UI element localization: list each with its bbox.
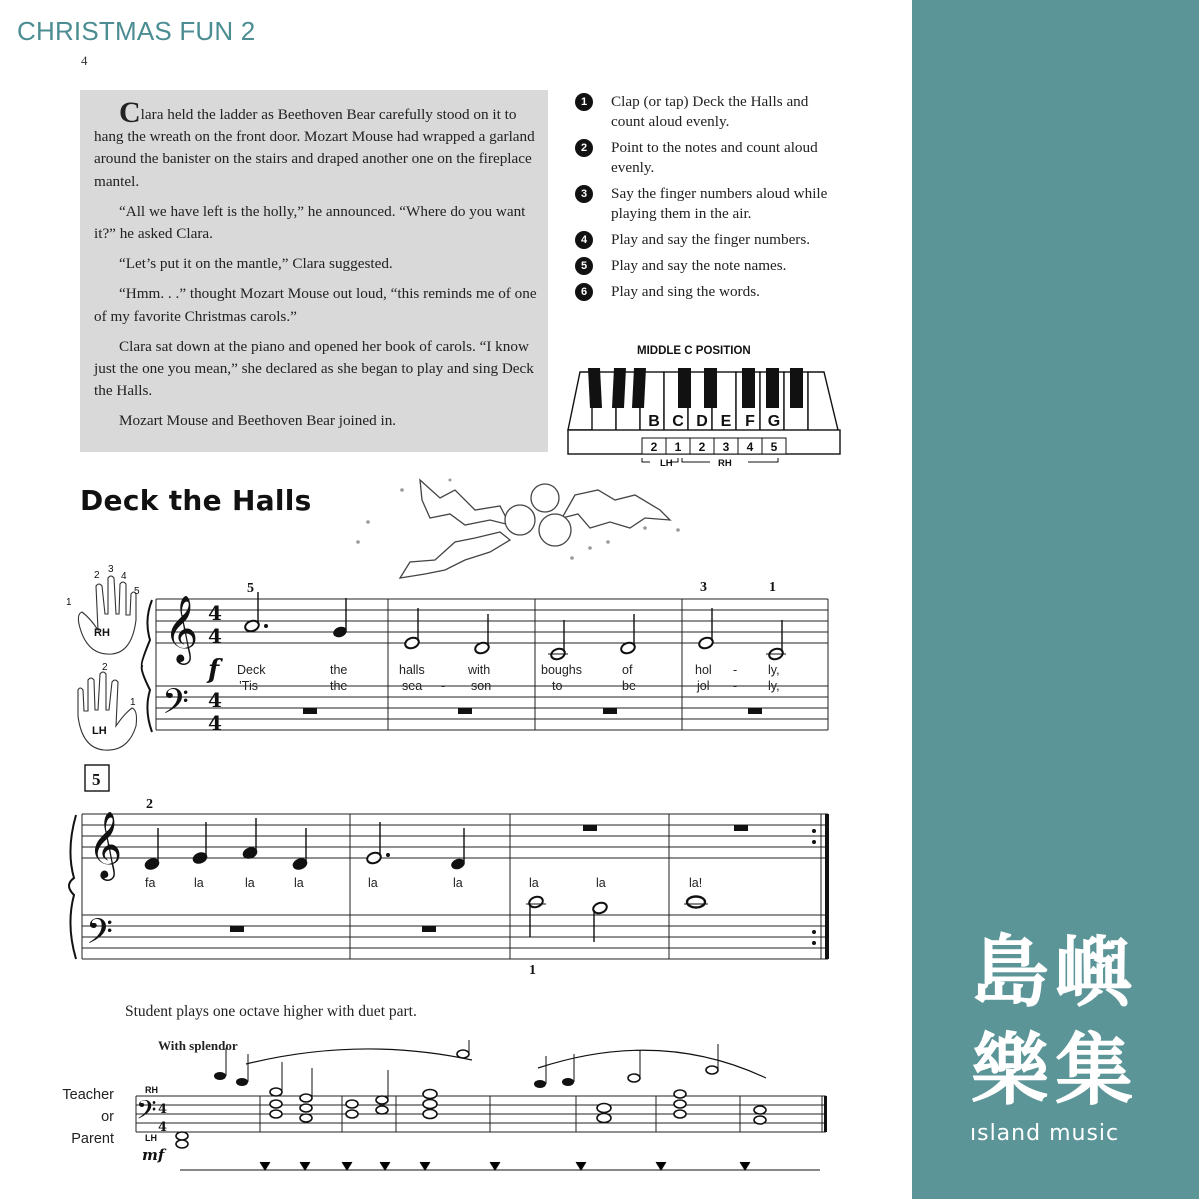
duet-chords [176,1050,766,1148]
keyboard-title: MIDDLE C POSITION [637,345,751,357]
svg-text:4: 4 [208,688,222,712]
measure-number: 5 [92,770,101,789]
svg-text:la: la [368,876,378,890]
final-barline [825,814,829,959]
step-item [575,184,845,224]
svg-text:fa: fa [145,876,156,890]
step-text: Clap (or tap) Deck the Halls and count aloud evenly. [611,93,809,130]
svg-text:sea: sea [402,679,423,693]
step-item [575,230,845,250]
lh-label: LH [660,458,673,469]
step-text: Play and say the finger numbers. [611,231,811,248]
phrase-slur [246,1049,472,1064]
key-label-g: G [767,413,781,430]
notes-measure-4 [698,608,786,661]
svg-text:hol: hol [695,663,712,677]
lh-hand-icon [78,672,137,750]
svg-text:Deck: Deck [237,663,266,677]
step-text: Point to the notes and count aloud evenly. [611,139,818,176]
step-item [575,92,845,132]
svg-text:la: la [453,876,463,890]
svg-text:4: 4 [208,711,222,735]
key-label-e: E [720,413,732,430]
dynamic-forte: f [208,655,220,685]
svg-text:1: 1 [674,440,682,454]
step-item [575,138,845,178]
svg-text:4: 4 [746,440,754,454]
keyboard-diagram [566,362,846,474]
brand-logo-text: 島嶼樂集 [970,928,1139,1116]
repeat-dots [812,829,816,945]
svg-text:boughs: boughs [541,663,583,677]
step-text: Play and sing the words. [611,283,760,300]
svg-text:1: 1 [66,597,72,608]
story-paragraph-1: Clara held the ladder as Beethoven Bear carefully stood on it to hang the wreath on the front door. Mozart Mouse had wrapped a garland around the banister on the stairs and draped another one on the fireplace mantel. [94,96,535,190]
duet-bass-clef-icon: 𝄢 [136,1094,157,1132]
finger-mark: 2 [146,797,153,812]
duet-rh-label: RH [145,1085,158,1095]
story-paragraph-6: Mozart Mouse and Beethoven Bear joined in. [119,412,397,430]
duet-label-line: or [101,1109,114,1125]
finger-mark: 3 [700,580,707,595]
treble-whole-rests [583,825,748,831]
duet-lh-label: LH [145,1133,157,1143]
duet-bass-staff [136,1096,826,1132]
step-item [575,282,845,302]
rh-label: RH [94,627,110,639]
book-title: CHRISTMAS FUN 2 [17,16,256,46]
duet-time-signature [158,1102,167,1135]
finger-mark: 1 [529,963,536,978]
duet-pedal-line [180,1162,820,1170]
svg-text:4: 4 [121,571,127,582]
step-number: 5 [575,257,593,275]
step-number: 3 [575,185,593,203]
step-number: 1 [575,93,593,111]
svg-text:the: the [330,663,348,677]
svg-text:1: 1 [130,697,136,708]
svg-text:5: 5 [770,440,778,454]
svg-text:la!: la! [689,876,703,890]
rh-hand-icon [78,576,136,654]
finger-mark: 1 [769,580,776,595]
svg-text:to: to [552,679,563,693]
svg-text:la: la [294,876,304,890]
step-text: Play and say the note names. [611,257,787,274]
duet-filled-notes [214,1072,574,1088]
svg-text:la: la [194,876,204,890]
svg-text:jol: jol [697,679,710,693]
drop-cap: C [119,96,141,129]
step-number: 6 [575,283,593,301]
step-text: Say the finger numbers aloud while playing them in the air. [611,185,828,222]
duet-dynamic: mf [142,1146,165,1164]
rh-label: RH [718,458,732,469]
brand-logo-subtitle: ısland music [970,1121,1120,1146]
treble-staff [82,814,828,858]
lyrics-verse-1 [237,663,780,677]
svg-text:2: 2 [698,440,706,454]
duet-score [60,1040,840,1180]
step-number: 2 [575,139,593,157]
svg-text:2: 2 [102,662,108,673]
svg-text:son: son [471,679,492,693]
svg-text:la: la [245,876,255,890]
svg-text:-: - [733,663,738,677]
bass-notes [526,895,708,942]
duet-tempo: With splendor [158,1038,238,1053]
svg-text:ly,: ly, [768,679,780,693]
svg-text:of: of [622,663,633,677]
svg-text:-: - [733,679,738,693]
svg-text:la: la [596,876,606,890]
score-line-2 [60,760,840,980]
svg-text:-: - [441,679,446,693]
bass-clef-icon: 𝄢 [86,911,114,960]
practice-steps [575,92,845,308]
phrase-slur [538,1050,766,1078]
page-number: 4 [81,53,88,68]
svg-text:ly,: ly, [768,663,780,677]
finger-boxes [642,438,786,454]
grand-staff-brace [142,600,152,732]
score-line-1 [60,560,840,755]
duet-label-line: Teacher [62,1087,114,1103]
svg-text:the: the [330,679,348,693]
svg-text:3: 3 [722,440,730,454]
key-label-d: D [696,413,708,430]
story-paragraph-3: “Let’s put it on the mantle,” Clara suggested. [119,255,393,273]
grand-staff-brace [69,815,76,959]
bass-staff [82,915,828,959]
step-item [575,256,845,276]
lh-label: LH [92,725,107,737]
bass-whole-rests [230,926,436,932]
story-paragraph-5: Clara sat down at the piano and opened her book of carols. “I know just the one you mean,” she declared as she began to play and sing Deck the Halls. [94,337,534,400]
story-paragraph-4: “Hmm. . .” thought Mozart Mouse out loud, “this reminds me of one of my favorite Christmas carols.” [94,285,537,325]
finger-mark: 5 [247,581,254,596]
svg-text:be: be [622,679,636,693]
svg-text:4: 4 [158,1102,168,1117]
notes-measure-5 [144,818,309,871]
svg-text:la: la [529,876,539,890]
svg-text:4: 4 [208,601,222,625]
key-label-f: F [745,413,755,430]
treble-clef-icon: 𝄞 [88,810,123,878]
svg-text:5: 5 [134,586,140,597]
duet-stems [226,1040,718,1100]
lyrics-line-2 [145,876,702,890]
duet-final-barline [824,1096,827,1132]
bass-whole-rests [303,708,762,714]
story-box [80,90,548,452]
duet-instruction: Student plays one octave higher with duet part. [125,1003,417,1020]
song-title: Deck the Halls [80,484,312,517]
key-label-c: C [672,413,684,430]
svg-text:3: 3 [108,564,114,575]
svg-text:with: with [468,663,491,677]
svg-text:4: 4 [208,624,222,648]
svg-text:’Tis: ’Tis [239,679,258,693]
svg-text:halls: halls [399,663,425,677]
lh-finger-numbers [102,662,136,708]
svg-text:2: 2 [94,570,100,581]
step-number: 4 [575,231,593,249]
key-label-b: B [648,413,660,430]
svg-text:4: 4 [158,1120,168,1135]
treble-clef-icon: 𝄞 [164,594,199,662]
story-paragraph-2: “All we have left is the holly,” he announced. “Where do you want it?” he asked Clara. [94,202,526,243]
duet-label-line: Parent [71,1131,114,1147]
bass-clef-icon: 𝄢 [162,681,190,730]
svg-text:2: 2 [650,440,658,454]
